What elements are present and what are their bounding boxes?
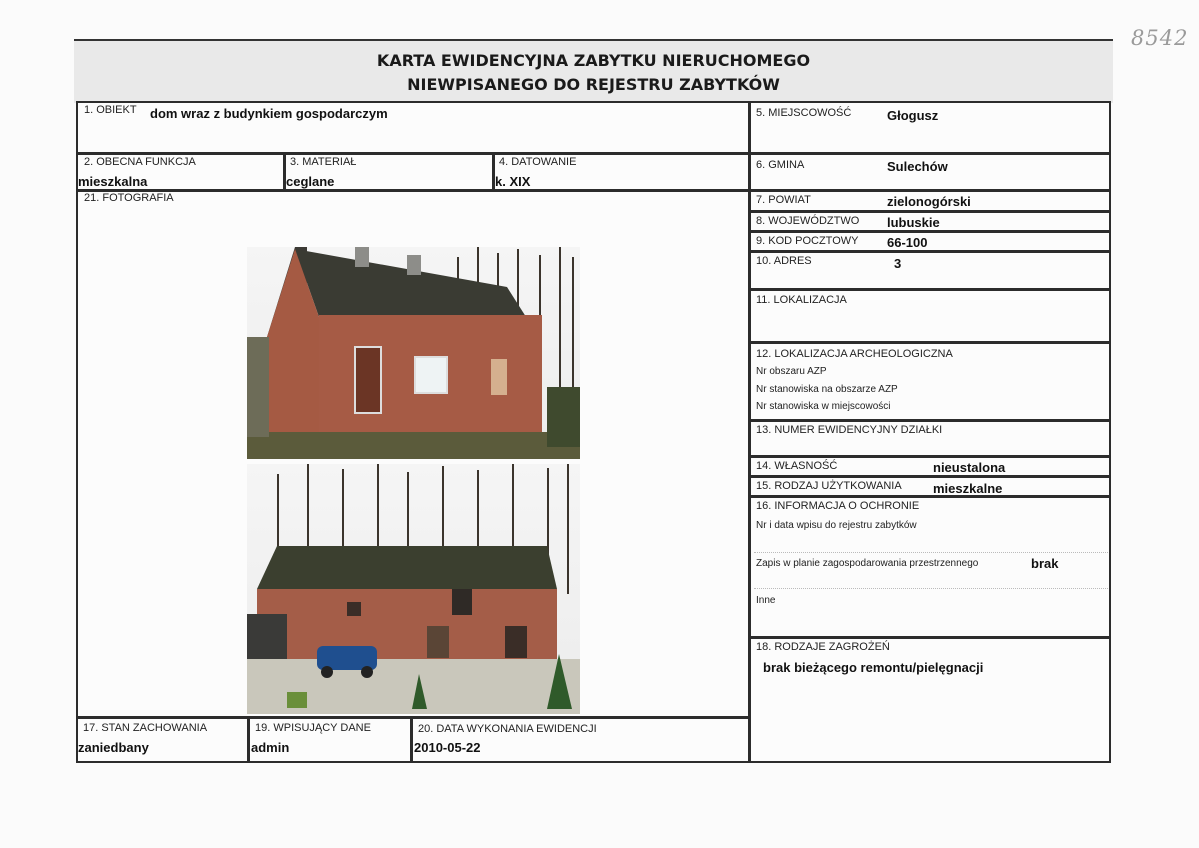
field-data-label: 20. DATA WYKONANIA EWIDENCJI xyxy=(418,723,597,735)
field-rodzaje-zagrozen xyxy=(749,637,1111,763)
field-rodzaj-uzytkowania xyxy=(749,476,1111,497)
field-wojewodztwo xyxy=(749,211,1111,232)
field-zagrozenia-value: brak bieżącego remontu/pielęgnacji xyxy=(763,660,984,675)
divider xyxy=(754,588,1108,589)
field-gmina xyxy=(749,153,1111,191)
field-wojewodztwo-label: 8. WOJEWÓDZTWO xyxy=(756,215,860,227)
field-funkcja xyxy=(76,153,285,191)
field-wpisujacy xyxy=(248,717,412,763)
field-stan-value: zaniedbany xyxy=(78,740,149,755)
field-datowanie-label: 4. DATOWANIE xyxy=(499,156,577,168)
field-wojewodztwo-value: lubuskie xyxy=(887,215,940,230)
field-kod-pocztowy-label: 9. KOD POCZTOWY xyxy=(756,235,859,247)
field-ochrona-plan-value: brak xyxy=(1031,556,1059,571)
field-funkcja-value: mieszkalna xyxy=(78,174,148,189)
document-title-line1: KARTA EWIDENCYJNA ZABYTKU NIERUCHOMEGO xyxy=(376,51,811,70)
field-informacja-o-ochronie xyxy=(749,496,1111,638)
field-gmina-label: 6. GMINA xyxy=(756,159,805,171)
field-datowanie xyxy=(493,153,750,191)
field-powiat xyxy=(749,190,1111,212)
field-uzytkowanie-value: mieszkalne xyxy=(933,481,1003,496)
field-zagrozenia-label: 18. RODZAJE ZAGROŻEŃ xyxy=(756,641,890,653)
field-wpisujacy-value: admin xyxy=(251,740,290,755)
field-uzytkowanie-label: 15. RODZAJ UŻYTKOWANIA xyxy=(756,480,902,492)
field-ochrona-label: 16. INFORMACJA O OCHRONIE xyxy=(756,500,920,512)
photo-farm-building xyxy=(247,464,580,714)
field-ochrona-rejestr: Nr i data wpisu do rejestru zabytków xyxy=(756,520,917,531)
field-lokalizacja-archeologiczna xyxy=(749,342,1111,421)
field-ochrona-plan: Zapis w planie zagospodarowania przestrzennego xyxy=(756,558,979,569)
field-wlasnosc-value: nieustalona xyxy=(933,460,1006,475)
handwritten-page-number: 8542 xyxy=(1131,26,1189,50)
field-archeo-azp-area: Nr obszaru AZP xyxy=(756,366,827,377)
field-obiekt-value: dom wraz z budynkiem gospodarczym xyxy=(150,106,388,121)
field-numer-dzialki xyxy=(749,420,1111,457)
field-material-label: 3. MATERIAŁ xyxy=(290,156,357,168)
document-header xyxy=(74,39,1113,103)
field-miejscowosc-label: 5. MIEJSCOWOŚĆ xyxy=(756,107,852,119)
field-powiat-value: zielonogórski xyxy=(887,194,971,209)
record-form xyxy=(76,101,1111,763)
field-obiekt-label: 1. OBIEKT xyxy=(84,104,137,116)
field-dzialka-label: 13. NUMER EWIDENCYJNY DZIAŁKI xyxy=(756,424,943,436)
field-funkcja-label: 2. OBECNA FUNKCJA xyxy=(84,156,196,168)
field-lokalizacja xyxy=(749,289,1111,343)
field-wpisujacy-label: 19. WPISUJĄCY DANE xyxy=(255,722,371,734)
field-datowanie-value: k. XIX xyxy=(495,174,531,189)
field-stan-label: 17. STAN ZACHOWANIA xyxy=(83,722,208,734)
field-fotografia-label: 21. FOTOGRAFIA xyxy=(84,192,174,204)
field-kod-pocztowy-value: 66-100 xyxy=(887,235,928,250)
field-lokalizacja-label: 11. LOKALIZACJA xyxy=(756,294,847,306)
field-adres-value: 3 xyxy=(894,256,902,271)
document-title-line2: NIEWPISANEGO DO REJESTRU ZABYTKÓW xyxy=(407,75,780,94)
field-data-ewidencji xyxy=(411,717,750,763)
field-fotografia xyxy=(76,190,750,718)
field-miejscowosc-value: Głogusz xyxy=(887,108,939,123)
divider xyxy=(754,552,1108,553)
field-archeo-azp-site: Nr stanowiska na obszarze AZP xyxy=(756,384,898,395)
field-miejscowosc xyxy=(749,101,1111,154)
field-wlasnosc xyxy=(749,456,1111,477)
field-data-value: 2010-05-22 xyxy=(414,740,481,755)
field-ochrona-inne: Inne xyxy=(756,595,776,606)
photo-house-front xyxy=(247,247,580,459)
field-kod-pocztowy xyxy=(749,231,1111,252)
field-stan-zachowania xyxy=(76,717,249,763)
field-material xyxy=(284,153,494,191)
field-archeo-label: 12. LOKALIZACJA ARCHEOLOGICZNA xyxy=(756,348,953,360)
field-material-value: ceglane xyxy=(286,174,335,189)
field-gmina-value: Sulechów xyxy=(887,159,948,174)
field-adres-label: 10. ADRES xyxy=(756,255,812,267)
field-powiat-label: 7. POWIAT xyxy=(756,194,811,206)
field-archeo-local-site: Nr stanowiska w miejscowości xyxy=(756,401,891,412)
field-wlasnosc-label: 14. WŁASNOŚĆ xyxy=(756,460,838,472)
field-adres xyxy=(749,251,1111,290)
field-obiekt xyxy=(76,101,750,154)
